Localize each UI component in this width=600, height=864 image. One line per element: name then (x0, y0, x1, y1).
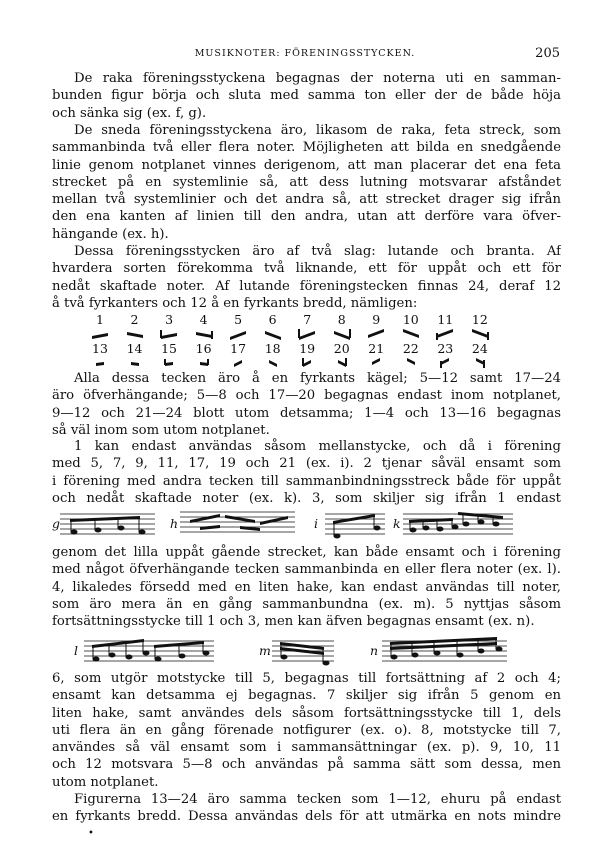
beam-glyph (263, 356, 283, 368)
text-line: så väl inom som utom notplanet. (52, 422, 270, 438)
music-example-i (325, 508, 385, 540)
symbol-number: 24 (471, 341, 488, 356)
running-head: MUSIKNOTER: FÖRENINGSSTYCKEN. (194, 48, 416, 59)
example-label-n: n (370, 643, 379, 658)
text-line: å två fyrkanters och 12 å en fyrkants bredd, nämligen: (52, 295, 418, 311)
symbol-numbers-top (90, 312, 490, 327)
beam-glyph (90, 328, 110, 340)
beam-glyph (297, 356, 317, 368)
text-line: utom notplanet. (52, 774, 159, 790)
text-line: och 12 motsvara 5—8 och användas på samma sätt som dessa, men (52, 757, 561, 773)
symbol-number: 17 (230, 341, 247, 356)
example-label-k: k (393, 516, 401, 531)
beam-glyph (194, 328, 214, 340)
symbol-number: 12 (471, 312, 488, 327)
symbol-number: 14 (126, 341, 143, 356)
symbol-number: 5 (234, 312, 243, 327)
beam-glyphs-top (90, 328, 490, 340)
symbol-number: 9 (372, 312, 381, 327)
example-label-l: l (74, 643, 78, 658)
beam-glyph (332, 328, 352, 340)
text-line: hvardera sorten förekomma två liknande, ett för uppåt och ett för (52, 261, 561, 277)
beam-glyph (194, 356, 214, 368)
text-line: mellan två systemlinier och det andra så, att strecket drager sig ifrån (52, 192, 561, 208)
music-example-h (180, 506, 295, 538)
beam-glyph (90, 356, 110, 368)
text-line: De raka föreningsstyckena begagnas der noterna uti en samman- (74, 71, 561, 86)
music-example-g (60, 508, 155, 540)
symbol-number: 13 (92, 341, 108, 356)
symbol-number: 2 (130, 312, 139, 327)
symbol-number: 16 (195, 341, 212, 356)
beam-glyph (228, 356, 248, 368)
paragraph-7 (52, 670, 561, 791)
footer-mark: • (88, 828, 94, 839)
symbol-number: 7 (303, 312, 312, 327)
symbol-number: 22 (402, 341, 419, 356)
paragraph-3 (52, 243, 561, 312)
example-label-i: i (314, 516, 318, 531)
text-line: ensamt kan detsamma ej begagnas. 7 skiljer sig ifrån 5 genom en (52, 688, 561, 704)
beam-glyph (401, 328, 421, 340)
symbol-number: 20 (333, 341, 350, 356)
music-example-m (272, 633, 334, 669)
text-line: 9—12 och 21—24 blott utom detsamma; 1—4 och 13—16 begagnas (52, 405, 561, 421)
text-line: och sänka sig (ex. f, g). (52, 105, 207, 121)
beam-glyph (125, 328, 145, 340)
example-label-m: m (259, 643, 271, 658)
symbol-number: 23 (437, 341, 454, 356)
beam-glyph (125, 356, 145, 368)
text-line: De sneda föreningsstyckena äro, likasom de raka, feta streck, som (74, 123, 561, 138)
paragraph-5 (52, 438, 561, 507)
music-example-l (84, 633, 214, 669)
text-line: uti flera än en gång förenade notfigurer (ex. o). 8, motstycke till 7, (52, 722, 561, 738)
text-line: bunden figur börja och sluta med samma ton eller der de både höja (52, 88, 561, 104)
symbol-number: 19 (299, 341, 316, 356)
text-line: med något öfverhängande tecken sammanbinda en eller flera noter (ex. l). (52, 562, 561, 578)
symbol-number: 15 (161, 341, 178, 356)
text-line: 1 kan endast användas såsom mellanstycke, och då i förening (74, 439, 561, 454)
text-line: en fyrkants bredd. Dessa användas dels för att utmärka en nots mindre (52, 809, 561, 825)
paragraph-1 (52, 70, 561, 122)
symbol-number: 1 (96, 312, 104, 327)
text-line: strecket på en systemlinie så, att dess lutning motsvarar afståndet (52, 174, 561, 190)
symbol-number: 21 (368, 341, 385, 356)
beam-glyph (332, 356, 352, 368)
music-example-n (382, 633, 507, 669)
beam-glyph (435, 328, 455, 340)
text-line: Figurerna 13—24 äro samma tecken som 1—12, ehuru på endast (74, 792, 561, 807)
beam-glyph (401, 356, 421, 368)
beam-glyph (159, 328, 179, 340)
beam-glyph (366, 356, 386, 368)
beam-glyph (470, 328, 490, 340)
text-line: genom det lilla uppåt gående strecket, kan både ensamt och i förening (52, 545, 561, 560)
paragraph-8 (52, 791, 561, 826)
beam-glyphs-bottom (90, 356, 490, 368)
text-line: som äro mera än en gång sammanbundna (ex. m). 5 nyttjas såsom (52, 596, 561, 612)
beam-glyph (297, 328, 317, 340)
text-line: med 5, 7, 9, 11, 17, 19 och 21 (ex. i). 2 tjenar såväl ensamt som (52, 456, 561, 472)
beam-glyph (366, 328, 386, 340)
symbol-number: 6 (268, 312, 277, 327)
paragraph-4 (52, 370, 561, 439)
text-line: äro öfverhängande; 5—8 och 17—20 begagnas endast inom notplanet, (52, 388, 561, 404)
beam-glyph (228, 328, 248, 340)
symbol-number: 11 (437, 312, 454, 327)
text-line: fortsättningsstycke till 1 och 3, men kan äfven begagnas ensamt (ex. n). (52, 614, 535, 630)
text-line: hängande (ex. h). (52, 226, 169, 242)
beam-glyph (435, 356, 455, 368)
example-label-h: h (170, 516, 179, 531)
symbol-number: 8 (337, 312, 346, 327)
text-line: 4, likaledes försedd med en liten hake, kan endast användas till noter, (52, 579, 561, 595)
paragraph-6 (52, 544, 561, 630)
text-line: och nedåt skaftade noter (ex. k). 3, som skiljer sig ifrån 1 endast (52, 490, 561, 506)
text-line: Dessa föreningsstycken äro af två slag: lutande och branta. Af (74, 244, 561, 259)
page-number: 205 (535, 46, 560, 61)
text-line: 6, som utgör motstycke till 5, begagnas till fortsättning af 2 och 4; (52, 671, 561, 686)
symbol-number: 4 (199, 312, 208, 327)
symbol-numbers-bottom (90, 341, 490, 356)
text-line: liten hake, samt användes dels såsom fortsättningsstycke till 1, dels (52, 705, 561, 721)
page-header (50, 46, 560, 62)
text-line: användes så väl ensamt som i sammansättningar (ex. p). 9, 10, 11 (52, 740, 561, 756)
paragraph-2 (52, 122, 561, 243)
beam-glyph (470, 356, 490, 368)
beam-glyph (159, 356, 179, 368)
symbol-number: 3 (165, 312, 174, 327)
text-line: den ena kanten af linien till den andra, utan att derföre vara öfver- (52, 209, 561, 225)
example-label-g: g (52, 516, 61, 531)
text-line: i förening med andra tecken till sammanbindningsstreck både för uppåt (52, 473, 561, 489)
beam-glyph (263, 328, 283, 340)
text-line: Alla dessa tecken äro å en fyrkants kägel; 5—12 samt 17—24 (74, 371, 561, 386)
music-example-k (403, 506, 513, 538)
text-line: nedåt skaftade noter. Af lutande föreningstecken finnas 24, deraf 12 (52, 278, 561, 294)
symbol-number: 18 (264, 341, 281, 356)
text-line: sammanbinda två eller flera noter. Möjligheten att bilda en snedgående (52, 140, 561, 156)
text-line: linie genom notplanet vinnes derigenom, att man placerar det ena feta (52, 157, 561, 173)
symbol-number: 10 (402, 312, 419, 327)
